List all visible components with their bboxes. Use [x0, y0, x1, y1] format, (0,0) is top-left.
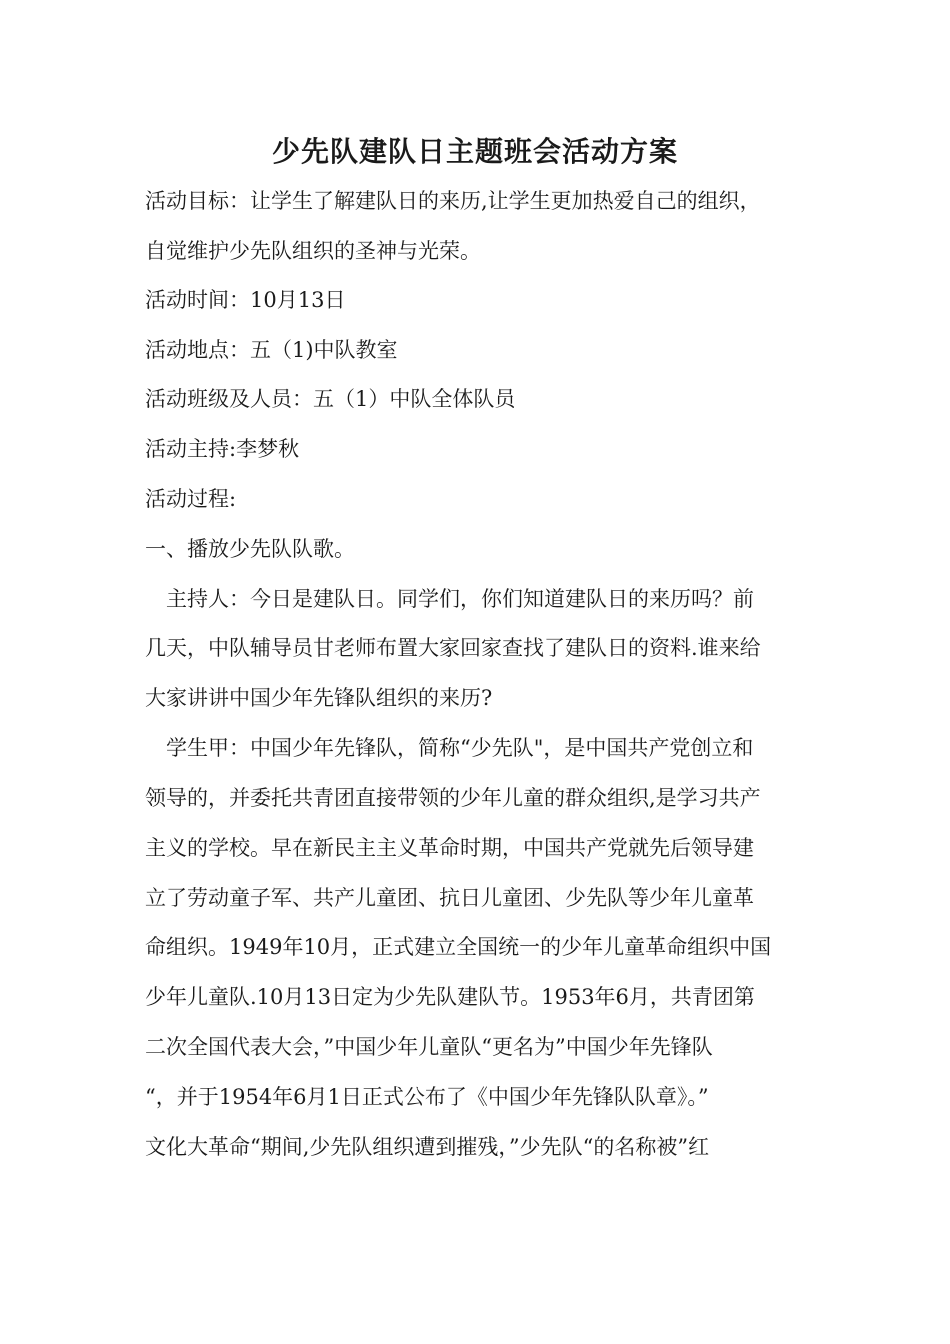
- objective-line-2: 自觉维护少先队组织的圣神与光荣。: [145, 239, 481, 263]
- step-one-heading: 一、播放少先队队歌。: [145, 537, 355, 561]
- student-speech-line-4: 立了劳动童子军、共产儿童团、抗日儿童团、少先队等少年儿童革: [145, 886, 754, 910]
- student-speech-line-2: 领导的，并委托共青团直接带领的少年儿童的群众组织,是学习共产: [145, 786, 761, 810]
- host-speech-line-3: 大家讲讲中国少年先锋队组织的来历?: [145, 686, 493, 710]
- student-speech-line-3: 主义的学校。早在新民主主义革命时期，中国共产党就先后领导建: [145, 836, 754, 860]
- student-speech-line-8: “，并于1954年6月1日正式公布了《中国少年先锋队队章》。”: [145, 1085, 709, 1109]
- host-line: 活动主持:李梦秋: [145, 437, 300, 461]
- host-speech-line-1: 主持人：今日是建队日。同学们，你们知道建队日的来历吗？前: [145, 587, 754, 611]
- process-heading: 活动过程:: [145, 487, 237, 511]
- student-speech-line-5: 命组织。1949年10月，正式建立全国统一的少年儿童革命组织中国: [145, 935, 772, 959]
- participants-line: 活动班级及人员：五（1）中队全体队员: [145, 387, 516, 411]
- student-speech-line-1: 学生甲：中国少年先锋队，简称“少先队"，是中国共产党创立和: [145, 736, 754, 760]
- student-speech-line-6: 少年儿童队.10月13日定为少先队建队节。1953年6月，共青团第: [145, 985, 755, 1009]
- objective-line-1: 活动目标：让学生了解建队日的来历,让学生更加热爱自己的组织，: [145, 189, 761, 213]
- time-line: 活动时间：10月13日: [145, 288, 346, 312]
- document-title: 少先队建队日主题班会活动方案: [271, 135, 678, 168]
- student-speech-line-9: 文化大革命“期间,少先队组织遭到摧残，”少先队“的名称被”红: [145, 1135, 710, 1159]
- student-speech-line-7: 二次全国代表大会，”中国少年儿童队“更名为”中国少年先锋队: [145, 1035, 713, 1059]
- host-speech-line-2: 几天，中队辅导员甘老师布置大家回家查找了建队日的资料.谁来给: [145, 636, 761, 660]
- location-line: 活动地点：五（1)中队教室: [145, 338, 398, 362]
